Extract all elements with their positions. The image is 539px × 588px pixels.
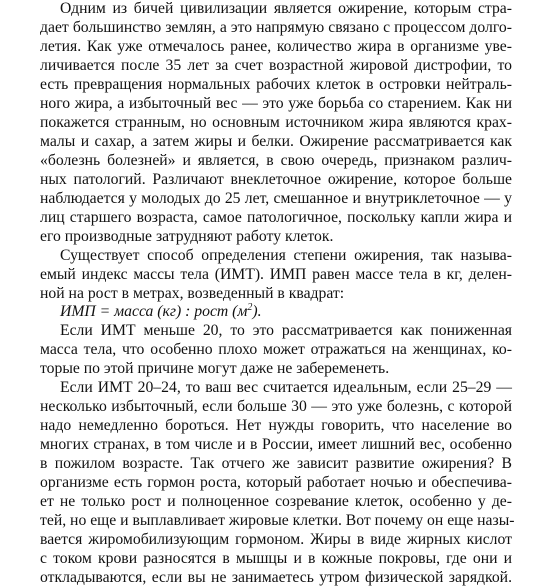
paragraph-1-line-13: его производные затрудняют работу клеток. — [40, 227, 334, 245]
paragraph-1-line-3: летия. Как уже отмечалось ранее, количество жира в организме уве- — [40, 37, 512, 55]
paragraph-1-line-9: «болезнь болезней» и является, в свою очередь, признаком различ- — [40, 151, 512, 169]
paragraph-2-line-1: Существует способ определения степени ожирения, так называ- — [60, 246, 512, 264]
bmi-formula-text: ИМП = масса (кг) : рост (м — [60, 303, 248, 321]
paragraph-2-line-3: ной на рост в метрах, возведенный в квадрат: — [40, 284, 345, 302]
paragraph-1-line-10: ных патологий. Различают внеклеточное ожирение, которое больше — [40, 170, 512, 188]
paragraph-2-line-2: емый индекс массы тела (ИМТ). ИМП равен массе тела в кг, делен- — [40, 265, 512, 283]
bmi-formula-superscript: 2 — [247, 302, 253, 314]
paragraph-1-line-7: покажется странным, но основным источником жира являются крах- — [40, 113, 512, 131]
bmi-formula — [60, 303, 512, 322]
paragraph-4-line-9: вается жиромобилизующим гормоном. Жиры в виде жирных кислот — [40, 531, 512, 549]
paragraph-3-line-3: торые по этой причине могут даже не забеременеть. — [40, 360, 390, 378]
paragraph-1-line-6: ного жира, а избыточный вес — это уже борьба со старением. Как ни — [40, 94, 512, 112]
paragraph-4-line-8: тей, но еще и выплавливает жировые клетки. Вот почему он еще назы- — [40, 512, 515, 530]
paragraph-1-line-11: наблюдается у молодых до 25 лет, смешанное и внутриклеточное — у — [40, 189, 512, 207]
paragraph-1-line-2: дает большинство землян, а это напрямую связано с процессом долго- — [40, 18, 512, 36]
paragraph-1-line-5: есть превращения нормальных рабочих клеток в островки нейтраль- — [40, 75, 512, 93]
paragraph-4-line-6: организме есть гормон роста, который работает ночью и обеспечива- — [40, 474, 512, 492]
paragraph-1-line-1: Одним из бичей цивилизации является ожирение, которым стра- — [60, 0, 512, 17]
paragraph-4-line-2: несколько избыточный, если больше 30 — это уже болезнь, с которой — [40, 398, 512, 416]
paragraph-3-line-1: Если ИМТ меньше 20, то это рассматривается как пониженная — [60, 322, 512, 340]
paragraph-1-line-8: малы и сахар, а затем жиры и белки. Ожирение рассматривается как — [40, 132, 512, 150]
paragraph-4-line-4: многих странах, в том числе и в России, имеет лишний вес, особенно — [40, 436, 512, 454]
paragraph-4-line-3: надо немедленно бороться. Нет нужды говорить, что население во — [40, 417, 512, 435]
paragraph-4-line-11: откладываются, если вы не занимаетесь утром физической зарядкой. — [40, 569, 512, 587]
paragraph-3-line-2: масса тела, что особенно плохо может отражаться на женщинах, ко- — [40, 341, 512, 359]
paragraph-4-line-10: с током крови разносятся в мышцы и в кожные покровы, где они и — [40, 550, 512, 568]
paragraph-1-line-12: лиц старшего возраста, самое патологичное, поскольку капли жира и — [40, 208, 512, 226]
paragraph-4-line-5: в пожилом возрасте. Так отчего же зависит развитие ожирения? В — [40, 455, 512, 473]
paragraph-4-line-7: ет не только рост и полноценное созревание клеток, особенно у де- — [40, 493, 512, 511]
bmi-formula-suffix: ). — [252, 303, 262, 321]
paragraph-4-line-1: Если ИМТ 20–24, то ваш вес считается идеальным, если 25–29 — — [60, 379, 512, 397]
paragraph-1-line-4: личивается после 35 лет за счет возрастной жировой дистрофии, то — [40, 56, 512, 74]
